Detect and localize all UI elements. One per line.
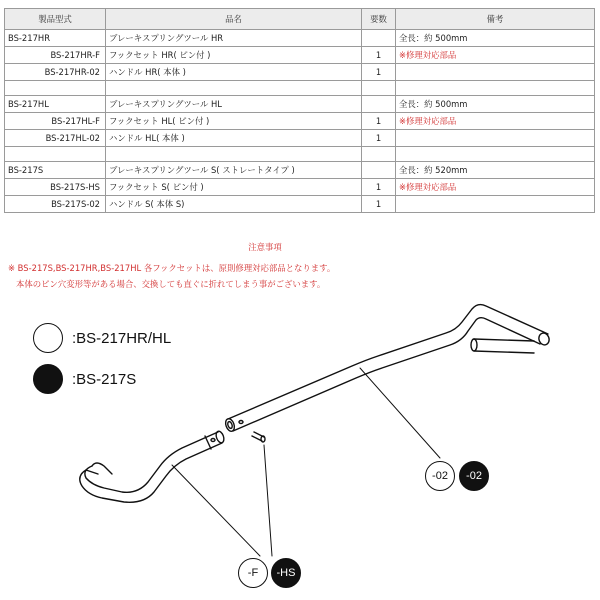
cell-qty: 1 xyxy=(362,130,396,147)
cell-qty: 1 xyxy=(362,47,396,64)
callout-handle-black: -02 xyxy=(459,461,489,491)
leader-lines xyxy=(172,368,440,556)
cell-qty: 1 xyxy=(362,196,396,213)
cell-model: BS-217S-02 xyxy=(5,196,106,213)
cell-model: BS-217HR-F xyxy=(5,47,106,64)
leader-handle xyxy=(360,368,440,458)
cell-remarks: ※修理対応部品 xyxy=(396,179,595,196)
header-qty: 要数 xyxy=(362,9,396,30)
cell-model: BS-217HL-F xyxy=(5,113,106,130)
handle-part xyxy=(224,305,551,433)
cell-remarks: 全長：約 500mm xyxy=(396,30,595,47)
cell-model: BS-217HR-02 xyxy=(5,64,106,81)
header-model: 製品型式 xyxy=(5,9,106,30)
cell-qty: 1 xyxy=(362,64,396,81)
cell-remarks: 全長：約 500mm xyxy=(396,96,595,113)
callout-handle-white: -02 xyxy=(425,461,455,491)
cell-remarks: ※修理対応部品 xyxy=(396,113,595,130)
notes-line-1: ※ BS-217S,BS-217HR,BS-217HL 各フックセットは、原則修理対応部品となります。 xyxy=(8,263,336,273)
leader-pin xyxy=(264,445,272,556)
cell-name: ハンドル HL( 本体 ) xyxy=(106,130,362,147)
notes-title: 注意事項 xyxy=(248,242,282,252)
callout-hook-white: -F xyxy=(238,558,268,588)
cell-model: BS-217HL xyxy=(5,96,106,113)
cell-name: フックセット HR( ピン付 ) xyxy=(106,47,362,64)
cell-name: ハンドル S( 本体 S) xyxy=(106,196,362,213)
hook-part xyxy=(80,430,226,502)
header-remarks: 備考 xyxy=(396,9,595,30)
cell-qty: 1 xyxy=(362,113,396,130)
header-name: 品名 xyxy=(106,9,362,30)
notes-line-2: 本体のピン穴変形等がある場合、交換しても直ぐに折れてしまう事がございます。 xyxy=(16,279,326,289)
cell-name: ブレーキスプリングツール S( ストレートタイプ ) xyxy=(106,162,362,179)
cell-model: BS-217S-HS xyxy=(5,179,106,196)
cell-remarks: 全長：約 520mm xyxy=(396,162,595,179)
cell-model: BS-217HR xyxy=(5,30,106,47)
callout-hook-black: -HS xyxy=(271,558,301,588)
cell-name: ハンドル HR( 本体 ) xyxy=(106,64,362,81)
pin-part xyxy=(252,432,265,442)
cell-qty: 1 xyxy=(362,179,396,196)
cell-remarks: ※修理対応部品 xyxy=(396,47,595,64)
cell-name: ブレーキスプリングツール HR xyxy=(106,30,362,47)
cell-model: BS-217HL-02 xyxy=(5,130,106,147)
cell-name: フックセット HL( ピン付 ) xyxy=(106,113,362,130)
cell-name: ブレーキスプリングツール HL xyxy=(106,96,362,113)
cell-model: BS-217S xyxy=(5,162,106,179)
legend-black-label: :BS-217S xyxy=(72,371,137,388)
cell-name: フックセット S( ピン付 ) xyxy=(106,179,362,196)
legend-white-label: :BS-217HR/HL xyxy=(72,330,172,347)
leader-hook xyxy=(172,465,260,556)
